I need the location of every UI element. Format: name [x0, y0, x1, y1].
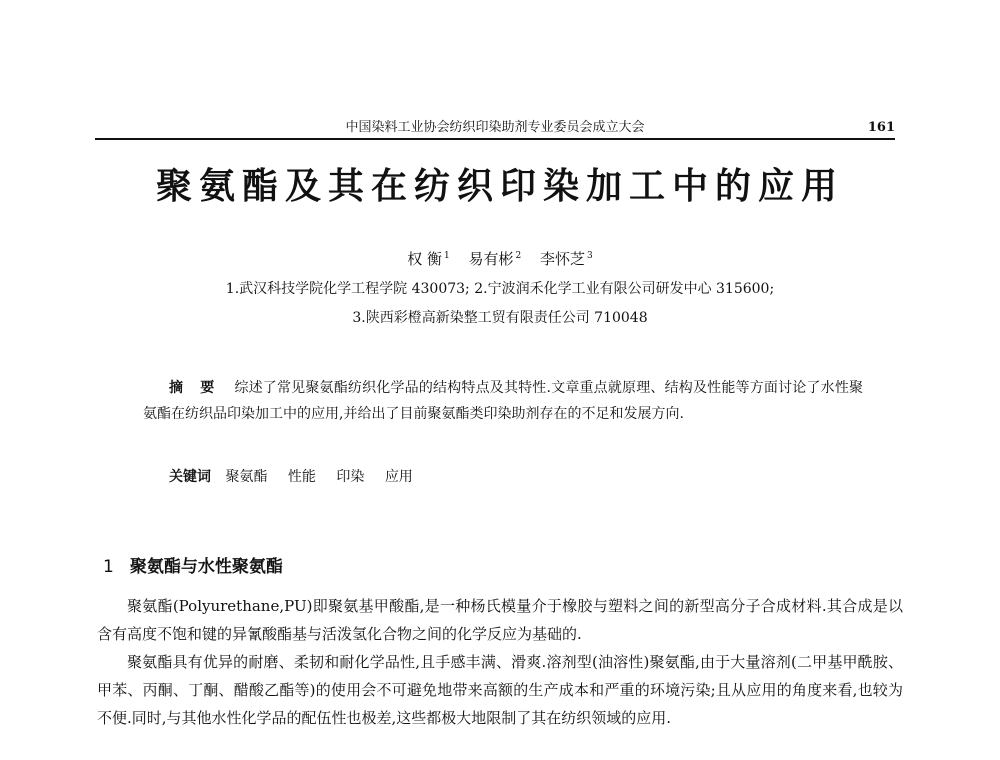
keyword: 应用	[384, 469, 413, 485]
keywords	[169, 466, 429, 486]
journal-name: 中国染料工业协会纺织印染助剂专业委员会成立大会	[345, 120, 645, 135]
section-number: 1	[103, 557, 114, 577]
abstract-text: 综述了常见聚氨酯纺织化学品的结构特点及其特性.文章重点就原理、结构及性能等方面讨论了水性聚氨酯在纺织品印染加工中的应用,并给出了目前聚氨酯类印染助剂存在的不足和发展方向.	[143, 380, 864, 422]
body-paragraph: 聚氨酯(Polyurethane,PU)即聚氨基甲酸酯,是一种杨氏模量介于橡胶与塑料之间的新型高分子合成材料.其合成是以含有高度不饱和键的异氰酸酯基与活泼氢化合物之间的化学反应为基础的.	[97, 597, 903, 643]
abstract	[143, 375, 863, 427]
keywords-label: 关键词	[169, 469, 211, 485]
page-number: 161	[867, 120, 895, 135]
author-affiliation-mark: 2	[515, 251, 522, 261]
author-name: 李怀芝	[540, 250, 586, 268]
author-name: 易有彬	[468, 250, 514, 268]
author-list	[0, 248, 1000, 269]
author-affiliation-mark: 3	[587, 251, 593, 261]
running-header	[95, 116, 895, 140]
section-heading	[103, 552, 283, 577]
author-name: 权 衡	[407, 250, 442, 268]
affiliation-line-1: 1.武汉科技学院化学工程学院 430073; 2.宁波润禾化学工业有限公司研发中心 315600;	[225, 281, 775, 297]
abstract-label: 摘 要	[169, 380, 221, 396]
keyword: 性能	[287, 469, 316, 485]
body-text	[97, 592, 903, 732]
section-title: 聚氨酯与水性聚氨酯	[129, 557, 283, 577]
keyword: 印染	[336, 469, 365, 485]
affiliation-line-2: 3.陕西彩橙高新染整工贸有限责任公司 710048	[352, 310, 648, 326]
paper-title: 聚氨酯及其在纺织印染加工中的应用	[155, 165, 844, 207]
author-affiliation-mark: 1	[443, 251, 450, 261]
body-paragraph: 聚氨酯具有优异的耐磨、柔韧和耐化学品性,且手感丰满、滑爽.溶剂型(油溶性)聚氨酯,由于大量溶剂(二甲基甲酰胺、甲苯、丙酮、丁酮、醋酸乙酯等)的使用会不可避免地带来高额的生产成本和严重的环境污染;且从应用的角度来看,也较为不便.同时,与其他水性化学品的配伍性也极差,这些都极大地限制了其在纺织领域的应用.	[97, 653, 903, 727]
keyword: 聚氨酯	[225, 469, 268, 485]
